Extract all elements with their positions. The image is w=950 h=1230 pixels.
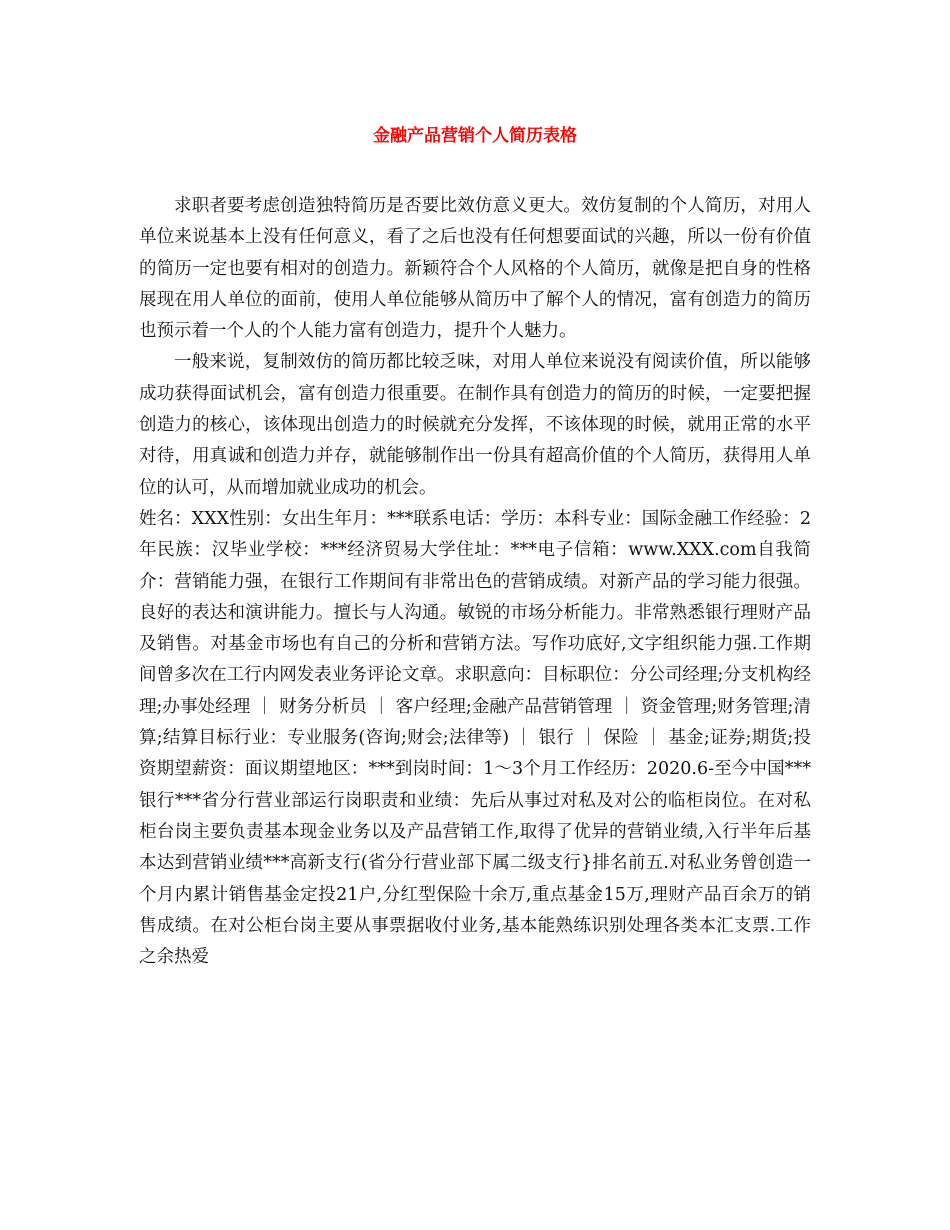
paragraph-creativity: 一般来说，复制效仿的简历都比较乏味，对用人单位来说没有阅读价值，所以能够成功获得面试机会，富有创造力很重要。在制作具有创造力的简历的时候，一定要把握创造力的核心，该体现出创造力的时候就充分发挥，不该体现的时候，就用正常的水平对待，用真诚和创造力并存，就能够制作出一份具有超高价值的个人简历，获得用人单位的认可，从而增加就业成功的机会。 — [139, 352, 811, 498]
document-title: 金融产品营销个人简历表格 — [373, 126, 577, 146]
paragraph-intro: 求职者要考虑创造独特简历是否要比效仿意义更大。效仿复制的个人简历，对用人单位来说基本上没有任何意义，看了之后也没有任何想要面试的兴趣，所以一份有价值的简历一定也要有相对的创造力。新颖符合个人风格的个人简历，就像是把自身的性格展现在用人单位的面前，使用人单位能够从简历中了解个人的情况，富有创造力的简历也预示着一个人的个人能力富有创造力，提升个人魅力。 — [139, 196, 811, 342]
document-body — [139, 191, 811, 973]
paragraph-resume-details: 姓名：XXX性别：女出生年月：***联系电话：学历：本科专业：国际金融工作经验：2年民族：汉毕业学校：***经济贸易大学住址：***电子信箱：www.XXX.com自我简介：营销能力强，在银行工作期间有非常出色的营销成绩。对新产品的学习能力很强。良好的表达和演讲能力。擅长与人沟通。敏锐的市场分析能力。非常熟悉银行理财产品及销售。对基金市场也有自己的分析和营销方法。写作功底好,文字组织能力强.工作期间曾多次在工行内网发表业务评论文章。求职意向：目标职位：分公司经理;分支机构经理;办事处经理 ｜ 财务分析员 ｜ 客户经理;金融产品营销管理 ｜ 资金管理;财务管理;清算;结算目标行业：专业服务(咨询;财会;法律等) ｜ 银行 ｜ 保险 ｜ 基金;证券;期货;投资期望薪资：面议期望地区：***到岗时间：1～3个月工作经历：2020.6-至今中国***银行***省分行营业部运行岗职责和业绩：先后从事过对私及对公的临柜岗位。在对私柜台岗主要负责基本现金业务以及产品营销工作,取得了优异的营销业绩,入行半年后基本达到营销业绩***高新支行(省分行营业部下属二级支行}排名前五.对私业务曾创造一个月内累计销售基金定投21户,分红型保险十余万,重点基金15万,理财产品百余万的销售成绩。在对公柜台岗主要从事票据收付业务,基本能熟练识别处理各类本汇支票.工作之余热爱 — [139, 508, 811, 968]
